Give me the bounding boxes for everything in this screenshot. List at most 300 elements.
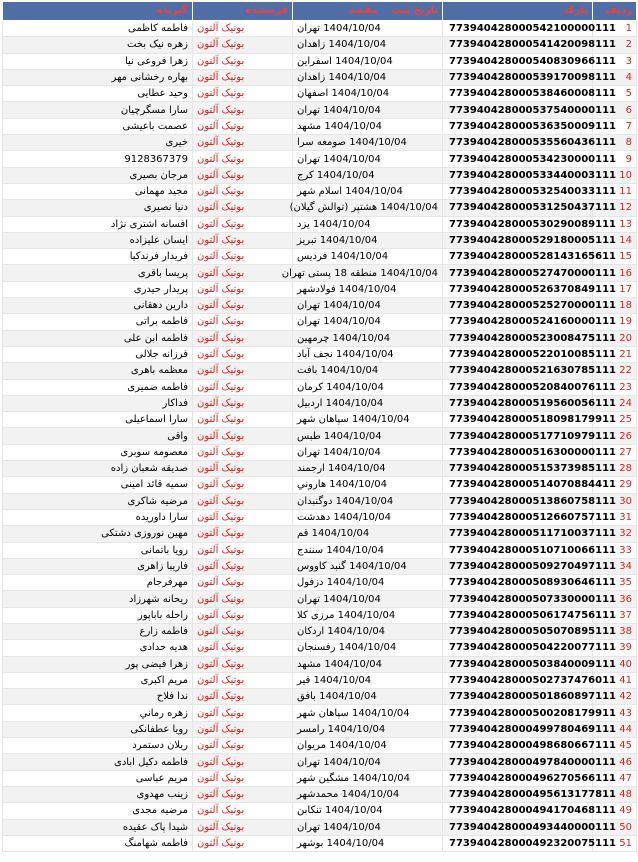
- row-number: 29: [593, 477, 637, 493]
- row-number: 44: [593, 721, 637, 737]
- barcode-cell: 773940428000510710066111: [443, 542, 593, 558]
- receiver-cell: مهین نوروزی دشتکی: [3, 526, 193, 542]
- row-number: 25: [593, 412, 637, 428]
- sender-cell: بوتیک آلتون: [193, 314, 293, 330]
- receiver-cell: مریم اکبری: [3, 672, 193, 688]
- date-text: 1404/10/04: [328, 39, 387, 51]
- date-destination-cell: [293, 444, 443, 460]
- barcode-cell: 773940428000519560056111: [443, 395, 593, 411]
- city-text: سنندج: [297, 544, 324, 556]
- table-row: [3, 200, 637, 216]
- receiver-cell: فاطمه براتی: [3, 314, 193, 330]
- sender-cell: بوتیک آلتون: [193, 461, 293, 477]
- sender-cell: بوتیک آلتون: [193, 754, 293, 770]
- table-row: [3, 575, 637, 591]
- sender-cell: بوتیک آلتون: [193, 330, 293, 346]
- table-row: [3, 428, 637, 444]
- date-text: 1404/10/04: [380, 267, 438, 279]
- date-destination-cell: [293, 37, 443, 53]
- city-text: تنکابن: [297, 805, 322, 817]
- row-number: 42: [593, 689, 637, 705]
- city-text: دهدشت: [297, 512, 331, 524]
- receiver-cell: ایسان علیزاده: [3, 232, 193, 248]
- table-row: [3, 249, 637, 265]
- sender-cell: بوتیک آلتون: [193, 86, 293, 102]
- sender-cell: بوتیک آلتون: [193, 102, 293, 118]
- row-number: 28: [593, 461, 637, 477]
- sender-cell: بوتیک آلتون: [193, 493, 293, 509]
- receiver-cell: معظمه باهری: [3, 363, 193, 379]
- row-number: 4: [593, 69, 637, 85]
- table-row: [3, 298, 637, 314]
- table-row: [3, 363, 637, 379]
- receiver-cell: دنیا نصیری: [3, 200, 193, 216]
- shipment-table: [2, 1, 637, 852]
- date-text: 1404/10/04: [319, 235, 378, 246]
- table-row: [3, 835, 637, 851]
- city-text: اسلام شهر: [297, 186, 342, 198]
- header-row: [3, 2, 637, 21]
- sender-cell: بوتیک آلتون: [193, 542, 293, 558]
- table-row: [3, 281, 637, 297]
- date-text: 1404/10/04: [351, 414, 410, 426]
- sender-cell: بوتیک آلتون: [193, 37, 293, 53]
- table-row: [3, 444, 637, 460]
- city-text: فولادشهر: [297, 283, 336, 295]
- receiver-cell: فرزانه جلالی: [3, 346, 193, 362]
- city-text: کرمان: [297, 381, 324, 393]
- row-number: 24: [593, 395, 637, 411]
- row-number: 22: [593, 363, 637, 379]
- receiver-cell: زهرا فروعی نیا: [3, 53, 193, 69]
- row-number: 51: [593, 835, 637, 851]
- barcode-cell: 773940428000505070895111: [443, 623, 593, 639]
- date-text: 1404/10/04: [338, 283, 397, 295]
- city-text: تهران: [297, 593, 321, 605]
- row-number: 23: [593, 379, 637, 395]
- city-text: بافق: [297, 691, 316, 703]
- date-text: 1404/10/04: [320, 365, 379, 377]
- city-text: تهران: [297, 316, 321, 328]
- date-destination-cell: [293, 363, 443, 379]
- row-number: 37: [593, 607, 637, 623]
- barcode-cell: 773940428000504220077111: [443, 640, 593, 656]
- date-destination-cell: [293, 167, 443, 183]
- row-number: 8: [593, 135, 637, 151]
- date-text: 1404/10/04: [323, 593, 381, 605]
- barcode-cell: 773940428000529180005111: [443, 232, 593, 248]
- table-row: [3, 412, 637, 428]
- row-number: 36: [593, 591, 637, 607]
- city-text: رفسنجان: [297, 642, 336, 654]
- sender-cell: بوتیک آلتون: [193, 558, 293, 574]
- date-destination-cell: [293, 819, 443, 835]
- date-text: 1404/10/04: [323, 300, 381, 312]
- city-text: یزد: [297, 218, 310, 230]
- date-text: 1404/10/04: [323, 23, 381, 35]
- date-text: 1404/10/04: [326, 577, 385, 589]
- date-text: 1404/10/04: [316, 169, 375, 181]
- barcode-cell: 773940428000493440000111: [443, 819, 593, 835]
- date-text: 1404/10/04: [332, 332, 391, 344]
- city-text: بوشهر: [297, 837, 324, 849]
- date-text: 1404/10/04: [329, 740, 387, 752]
- sender-cell: بوتیک آلتون: [193, 575, 293, 591]
- date-text: 1404/10/04: [323, 756, 381, 768]
- sender-cell: بوتیک آلتون: [193, 151, 293, 167]
- row-number: 33: [593, 542, 637, 558]
- table-row: [3, 135, 637, 151]
- date-text: 1404/10/04: [323, 446, 381, 458]
- header-receiver: [3, 2, 193, 21]
- city-text: زاهدان: [297, 72, 326, 84]
- receiver-cell: فاطمه زارع: [3, 623, 193, 639]
- shipment-list: [2, 1, 636, 852]
- row-number: 19: [593, 314, 637, 330]
- row-number: 21: [593, 346, 637, 362]
- sender-cell: بوتیک آلتون: [193, 656, 293, 672]
- receiver-cell: بهاره رخشانی مهر: [3, 69, 193, 85]
- city-text: مشهد: [297, 658, 322, 670]
- receiver-cell: مرضیه مجدی: [3, 803, 193, 819]
- receiver-cell: دارین دهقانی: [3, 298, 193, 314]
- table-row: [3, 786, 637, 802]
- table-row: [3, 542, 637, 558]
- table-row: [3, 21, 637, 37]
- sender-cell: بوتیک آلتون: [193, 640, 293, 656]
- date-destination-cell: [293, 623, 443, 639]
- row-number: 20: [593, 330, 637, 346]
- date-destination-cell: [293, 379, 443, 395]
- date-destination-cell: [293, 754, 443, 770]
- receiver-cell: واقی: [3, 428, 193, 444]
- barcode-cell: 773940428000497840000111: [443, 754, 593, 770]
- date-destination-cell: [293, 330, 443, 346]
- receiver-cell: هدیه حدادی: [3, 640, 193, 656]
- barcode-cell: 773940428000539170098111: [443, 69, 593, 85]
- city-text: نجف آباد: [297, 349, 333, 361]
- sender-cell: بوتیک آلتون: [193, 21, 293, 37]
- table-row: [3, 86, 637, 102]
- receiver-cell: مریم عباسی: [3, 770, 193, 786]
- date-destination-cell: [293, 477, 443, 493]
- table-row: [3, 738, 637, 754]
- sender-cell: بوتیک آلتون: [193, 363, 293, 379]
- sender-cell: بوتیک آلتون: [193, 265, 293, 281]
- date-text: 1404/10/04: [324, 120, 382, 132]
- receiver-cell: شیدا پاک عقیده: [3, 819, 193, 835]
- table-row: [3, 314, 637, 330]
- city-text: اصفهان: [297, 88, 329, 100]
- row-number: 47: [593, 770, 637, 786]
- date-destination-cell: [293, 281, 443, 297]
- table-row: [3, 721, 637, 737]
- barcode-cell: 773940428000508930646111: [443, 575, 593, 591]
- city-text: دزفول: [297, 577, 324, 589]
- date-text: 1404/10/04: [333, 512, 392, 524]
- sender-cell: بوتیک آلتون: [193, 298, 293, 314]
- receiver-cell: فاطمه ضمیری: [3, 379, 193, 395]
- row-number: 26: [593, 428, 637, 444]
- city-text: تهران: [297, 153, 321, 165]
- sender-cell: بوتیک آلتون: [193, 216, 293, 232]
- row-number: 2: [593, 37, 637, 53]
- receiver-cell: مجید مهمانی: [3, 183, 193, 199]
- receiver-cell: سمیه قائد امینی: [3, 477, 193, 493]
- receiver-cell: رویا باتمانی: [3, 542, 193, 558]
- date-text: 1404/10/04: [323, 430, 382, 442]
- receiver-cell: فاریبا زاهری: [3, 558, 193, 574]
- barcode-cell: 773940428000536350009111: [443, 118, 593, 134]
- date-text: 1404/10/04: [349, 560, 407, 572]
- barcode-cell: 773940428000502737476011: [443, 672, 593, 688]
- barcode-cell: 773940428000522010085111: [443, 346, 593, 362]
- date-text: 1404/10/04: [328, 463, 386, 475]
- row-number: 39: [593, 640, 637, 656]
- barcode-cell: 773940428000517710979111: [443, 428, 593, 444]
- table-row: [3, 395, 637, 411]
- row-number: 48: [593, 786, 637, 802]
- date-text: 1404/10/04: [341, 789, 400, 801]
- date-text: 1404/10/04: [349, 137, 407, 149]
- barcode-cell: 773940428000538460008111: [443, 86, 593, 102]
- table-row: [3, 509, 637, 525]
- table-row: [3, 607, 637, 623]
- row-number: 9: [593, 151, 637, 167]
- city-text: چرمهین: [297, 332, 330, 344]
- table-row: [3, 623, 637, 639]
- city-text: اسفراین: [297, 55, 332, 67]
- city-text: رامسر: [297, 723, 325, 735]
- sender-cell: بوتیک آلتون: [193, 786, 293, 802]
- date-destination-cell: [293, 689, 443, 705]
- date-destination-cell: [293, 721, 443, 737]
- date-destination-cell: [293, 428, 443, 444]
- row-number: 17: [593, 281, 637, 297]
- city-text: مریوان: [297, 740, 326, 752]
- barcode-cell: 773940428000511710037111: [443, 526, 593, 542]
- sender-cell: بوتیک آلتون: [193, 183, 293, 199]
- date-text: 1404/10/04: [335, 495, 394, 507]
- sender-cell: بوتیک آلتون: [193, 623, 293, 639]
- sender-cell: بوتیک آلتون: [193, 705, 293, 721]
- date-text: 1404/10/04: [336, 349, 394, 361]
- table-row: [3, 705, 637, 721]
- city-text: محمدشهر: [297, 789, 339, 801]
- receiver-cell: فریدار فرندکیا: [3, 249, 193, 265]
- receiver-cell: مهرفرجام: [3, 575, 193, 591]
- receiver-cell: ریحانه شهرزاد: [3, 591, 193, 607]
- city-text: اردبیل: [297, 397, 323, 409]
- sender-cell: بوتیک آلتون: [193, 509, 293, 525]
- date-destination-cell: [293, 216, 443, 232]
- barcode-cell: 773940428000535560436111: [443, 135, 593, 151]
- barcode-cell: 773940428000515373985111: [443, 461, 593, 477]
- date-destination-cell: [293, 542, 443, 558]
- receiver-cell: پریدار حیدری: [3, 281, 193, 297]
- barcode-cell: 773940428000523008475111: [443, 330, 593, 346]
- table-row: [3, 754, 637, 770]
- receiver-cell: 9128367379: [3, 151, 193, 167]
- row-number: 40: [593, 656, 637, 672]
- date-destination-cell: [293, 461, 443, 477]
- date-text: 1404/10/04: [323, 104, 381, 116]
- city-text: مشهد: [297, 120, 322, 132]
- date-destination-cell: [293, 395, 443, 411]
- city-text: کرج: [297, 169, 314, 181]
- city-text: تهران: [297, 821, 321, 833]
- date-text: 1404/10/04: [312, 218, 371, 230]
- table-row: [3, 151, 637, 167]
- city-text: مشگین شهر: [297, 772, 350, 784]
- table-row: [3, 232, 637, 248]
- table-row: [3, 69, 637, 85]
- date-destination-cell: [293, 232, 443, 248]
- header-destination-label: مقصد: [348, 5, 378, 16]
- city-text: تهران: [297, 300, 321, 312]
- table-row: [3, 689, 637, 705]
- sender-cell: بوتیک آلتون: [193, 232, 293, 248]
- row-number: 14: [593, 232, 637, 248]
- date-destination-cell: [293, 346, 443, 362]
- table-row: [3, 803, 637, 819]
- row-number: 3: [593, 53, 637, 69]
- table-row: [3, 167, 637, 183]
- date-text: 1404/10/04: [329, 479, 387, 491]
- date-destination-cell: [293, 118, 443, 134]
- receiver-cell: صدیقه شعبان زاده: [3, 461, 193, 477]
- sender-cell: بوتیک آلتون: [193, 819, 293, 835]
- barcode-cell: 773940428000507330000111: [443, 591, 593, 607]
- receiver-cell: زهره رماني: [3, 705, 193, 721]
- date-text: 1404/10/04: [323, 821, 381, 833]
- date-destination-cell: [293, 672, 443, 688]
- barcode-cell: 773940428000501860897111: [443, 689, 593, 705]
- header-sender: [193, 2, 293, 21]
- barcode-cell: 773940428000533440003111: [443, 167, 593, 183]
- barcode-cell: 773940428000506174756111: [443, 607, 593, 623]
- date-destination-cell: [293, 591, 443, 607]
- row-number: 34: [593, 558, 637, 574]
- date-destination-cell: [293, 102, 443, 118]
- date-text: 1404/10/04: [338, 642, 397, 654]
- row-number: 12: [593, 200, 637, 216]
- row-number: 43: [593, 705, 637, 721]
- receiver-cell: ندا فلاح: [3, 689, 193, 705]
- city-text: فردیس: [297, 251, 328, 263]
- row-number: 11: [593, 183, 637, 199]
- date-text: 1404/10/04: [331, 88, 390, 100]
- date-destination-cell: [293, 21, 443, 37]
- date-text: 1404/10/04: [337, 609, 396, 621]
- sender-cell: بوتیک آلتون: [193, 395, 293, 411]
- date-text: 1404/10/04: [313, 675, 372, 687]
- receiver-cell: سارا اسماعیلی: [3, 412, 193, 428]
- barcode-cell: 773940428000542100000111: [443, 21, 593, 37]
- sender-cell: بوتیک آلتون: [193, 69, 293, 85]
- barcode-cell: 773940428000524160000111: [443, 314, 593, 330]
- receiver-cell: افسانه اشتری نژاد: [3, 216, 193, 232]
- city-text: سپاهان شهر: [297, 414, 349, 426]
- city-text: تهران: [297, 756, 321, 768]
- sender-cell: بوتیک آلتون: [193, 379, 293, 395]
- date-destination-cell: [293, 656, 443, 672]
- date-destination-cell: [293, 69, 443, 85]
- row-number: 16: [593, 265, 637, 281]
- date-text: 1404/10/04: [352, 772, 410, 784]
- row-number: 50: [593, 819, 637, 835]
- barcode-cell: 773940428000518098179911: [443, 412, 593, 428]
- sender-cell: بوتیک آلتون: [193, 835, 293, 851]
- sender-cell: بوتیک آلتون: [193, 428, 293, 444]
- date-destination-cell: [293, 493, 443, 509]
- city-text: اردکان: [297, 626, 325, 638]
- date-destination-cell: [293, 526, 443, 542]
- date-text: 1404/10/04: [323, 153, 381, 165]
- table-row: [3, 37, 637, 53]
- barcode-cell: 773940428000525270000111: [443, 298, 593, 314]
- table-row: [3, 118, 637, 134]
- table-row: [3, 330, 637, 346]
- date-destination-cell: [293, 803, 443, 819]
- city-text: تهران: [297, 446, 321, 458]
- date-text: 1404/10/04: [351, 707, 410, 719]
- sender-cell: بوتیک آلتون: [193, 249, 293, 265]
- city-text: تهران: [297, 104, 321, 116]
- sender-cell: بوتیک آلتون: [193, 803, 293, 819]
- receiver-cell: راحله باباپور: [3, 607, 193, 623]
- date-destination-cell: [293, 151, 443, 167]
- sender-cell: بوتیک آلتون: [193, 200, 293, 216]
- date-text: 1404/10/04: [326, 837, 385, 849]
- barcode-cell: 773940428000514070884411: [443, 477, 593, 493]
- sender-cell: بوتیک آلتون: [193, 135, 293, 151]
- row-number: 7: [593, 118, 637, 134]
- barcode-cell: 773940428000512660757111: [443, 509, 593, 525]
- header-barcode: [443, 2, 593, 21]
- row-number: 5: [593, 86, 637, 102]
- barcode-cell: 773940428000531250437111: [443, 200, 593, 216]
- date-text: 1404/10/04: [327, 626, 386, 638]
- city-text: طبس: [297, 430, 321, 442]
- table-row: [3, 558, 637, 574]
- receiver-cell: عصمت باعیشی: [3, 118, 193, 134]
- sender-cell: بوتیک آلتون: [193, 477, 293, 493]
- date-destination-cell: [293, 183, 443, 199]
- barcode-cell: 773940428000509270497111: [443, 558, 593, 574]
- sender-cell: بوتیک آلتون: [193, 444, 293, 460]
- date-destination-cell: [293, 509, 443, 525]
- header-barcode-label: بارکد: [563, 5, 588, 16]
- sender-cell: بوتیک آلتون: [193, 346, 293, 362]
- city-text: دوگنبدان: [297, 495, 333, 507]
- city-text: هاروني: [297, 479, 327, 491]
- date-text: 1404/10/04: [324, 658, 382, 670]
- header-row-label: ردیف: [605, 5, 632, 16]
- header-sender-label: فرستنده: [245, 5, 288, 16]
- date-destination-cell: [293, 249, 443, 265]
- receiver-cell: زینب مهدوی: [3, 786, 193, 802]
- sender-cell: بوتیک آلتون: [193, 738, 293, 754]
- barcode-cell: 773940428000541420098111: [443, 37, 593, 53]
- table-row: [3, 656, 637, 672]
- barcode-cell: 773940428000492320075111: [443, 835, 593, 851]
- date-text: 1404/10/04: [325, 397, 384, 409]
- city-text: قیر: [297, 675, 311, 687]
- row-number: 1: [593, 21, 637, 37]
- date-text: 1404/10/04: [319, 691, 377, 703]
- date-text: 1404/10/04: [324, 805, 383, 817]
